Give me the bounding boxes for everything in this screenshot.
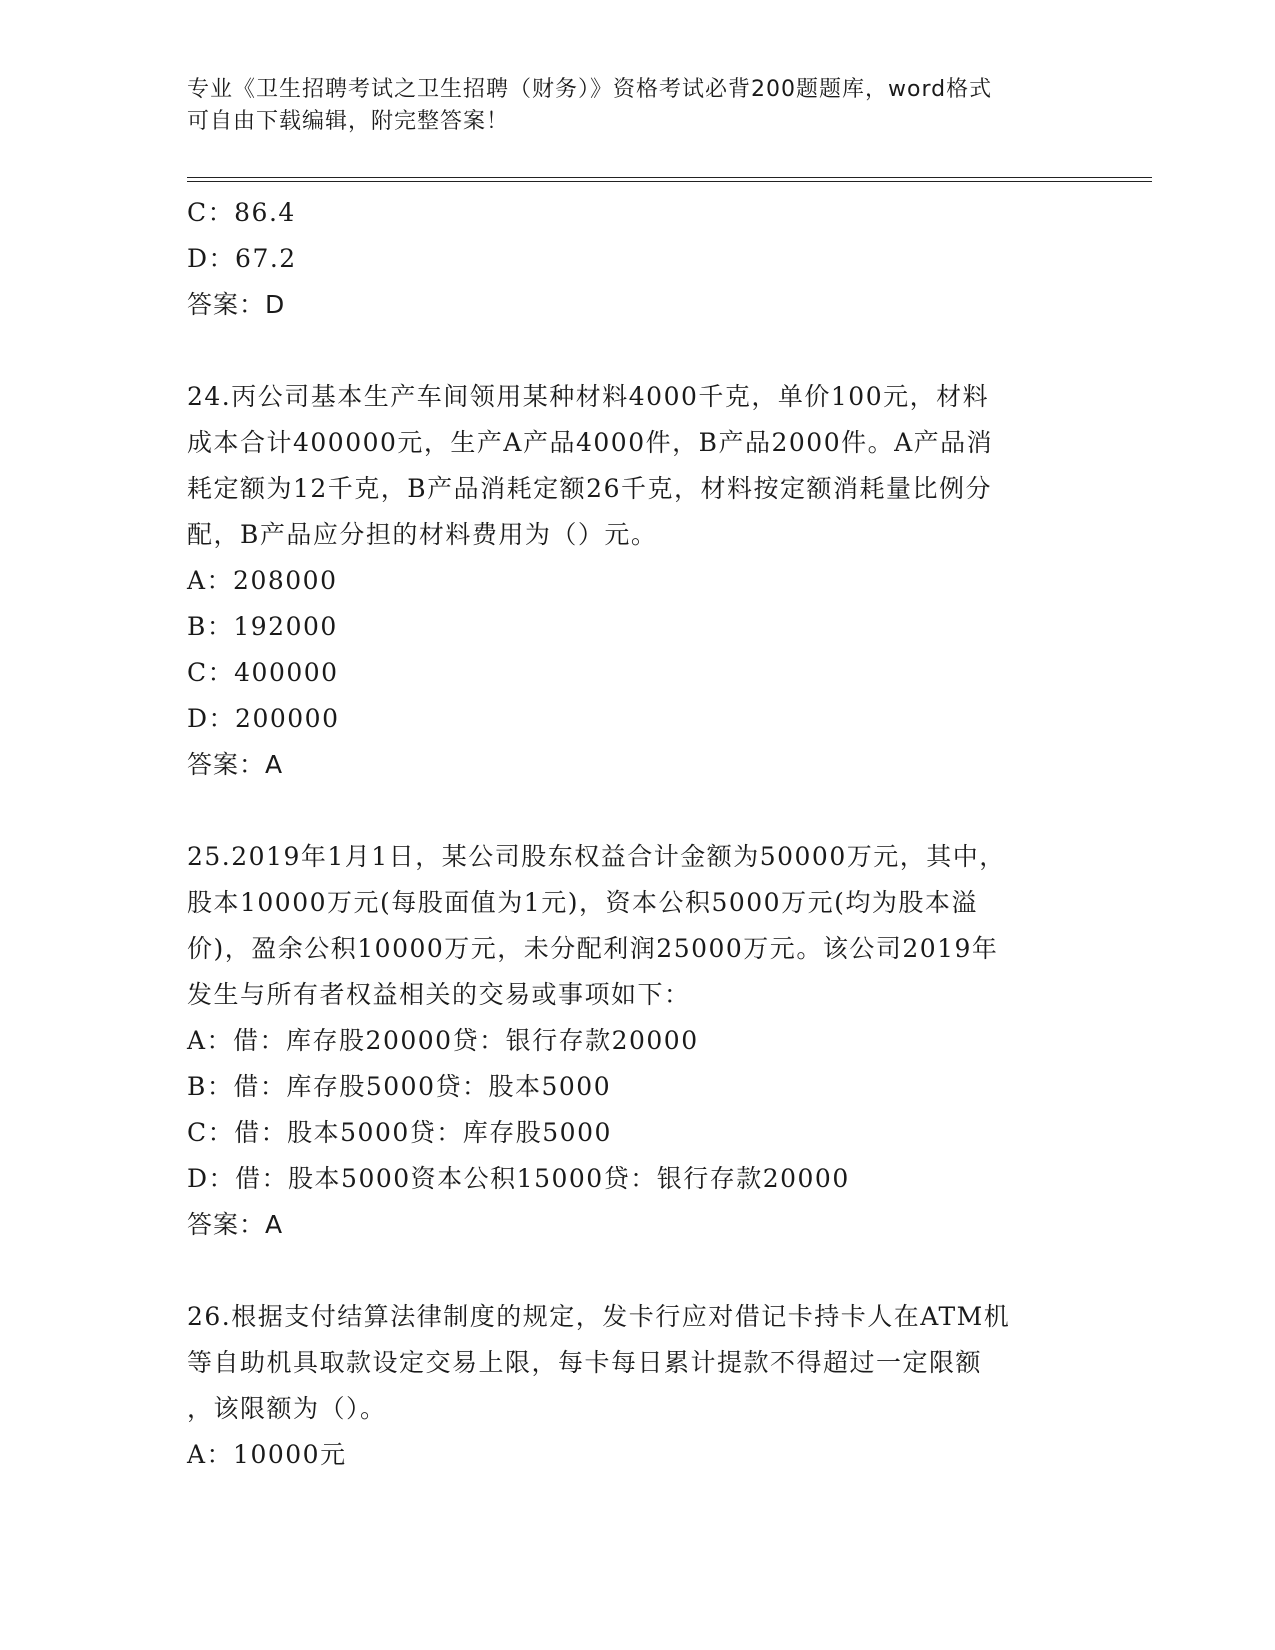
- option-d: D：67.2: [187, 244, 297, 273]
- answer-line: 答案：A: [187, 1210, 284, 1239]
- answer-line: 答案：D: [187, 290, 286, 319]
- question-text-line: 26.根据支付结算法律制度的规定，发卡行应对借记卡持卡人在ATM机: [187, 1302, 1011, 1331]
- option-b: B：192000: [187, 612, 338, 641]
- header-title-line-1: 专业《卫生招聘考试之卫生招聘（财务）》资格考试必背200题题库，word格式: [187, 77, 993, 102]
- option-d: D：借：股本5000资本公积15000贷：银行存款20000: [187, 1164, 850, 1193]
- header-title-line-2: 可自由下载编辑，附完整答案！: [187, 109, 510, 134]
- option-b: B：借：库存股5000贷：股本5000: [187, 1072, 612, 1101]
- document-header: [187, 74, 1067, 138]
- question-text-line: 耗定额为12千克，B产品消耗定额26千克，材料按定额消耗量比例分: [187, 474, 992, 503]
- question-text-line: 25.2019年1月1日，某公司股东权益合计金额为50000万元，其中，: [187, 842, 1006, 871]
- question-text-line: 成本合计400000元，生产A产品4000件，B产品2000件。A产品消: [187, 428, 994, 457]
- header-divider: [187, 177, 1152, 182]
- question-text-line: 等自助机具取款设定交易上限，每卡每日累计提款不得超过一定限额: [187, 1348, 983, 1377]
- question-text-line: 发生与所有者权益相关的交易或事项如下：: [187, 980, 691, 1009]
- question-text-line: 价)，盈余公积10000万元，未分配利润25000万元。该公司2019年: [187, 934, 999, 963]
- question-text-line: 股本10000万元(每股面值为1元)，资本公积5000万元(均为股本溢: [187, 888, 978, 917]
- previous-question: [187, 190, 1087, 328]
- option-a: A：借：库存股20000贷：银行存款20000: [187, 1026, 699, 1055]
- option-a: A：208000: [187, 566, 338, 595]
- question-25: [187, 834, 1087, 1248]
- option-a: A：10000元: [187, 1440, 347, 1469]
- option-d: D：200000: [187, 704, 340, 733]
- question-26: [187, 1294, 1087, 1478]
- option-c: C：400000: [187, 658, 339, 687]
- question-text-line: 24.丙公司基本生产车间领用某种材料4000千克，单价100元，材料: [187, 382, 990, 411]
- answer-line: 答案：A: [187, 750, 284, 779]
- question-text-line: ，该限额为（）。: [187, 1394, 387, 1423]
- question-text-line: 配，B产品应分担的材料费用为（）元。: [187, 520, 658, 549]
- option-c: C：借：股本5000贷：库存股5000: [187, 1118, 612, 1147]
- question-content: [187, 190, 1087, 1478]
- option-c: C：86.4: [187, 198, 296, 227]
- question-24: [187, 374, 1087, 788]
